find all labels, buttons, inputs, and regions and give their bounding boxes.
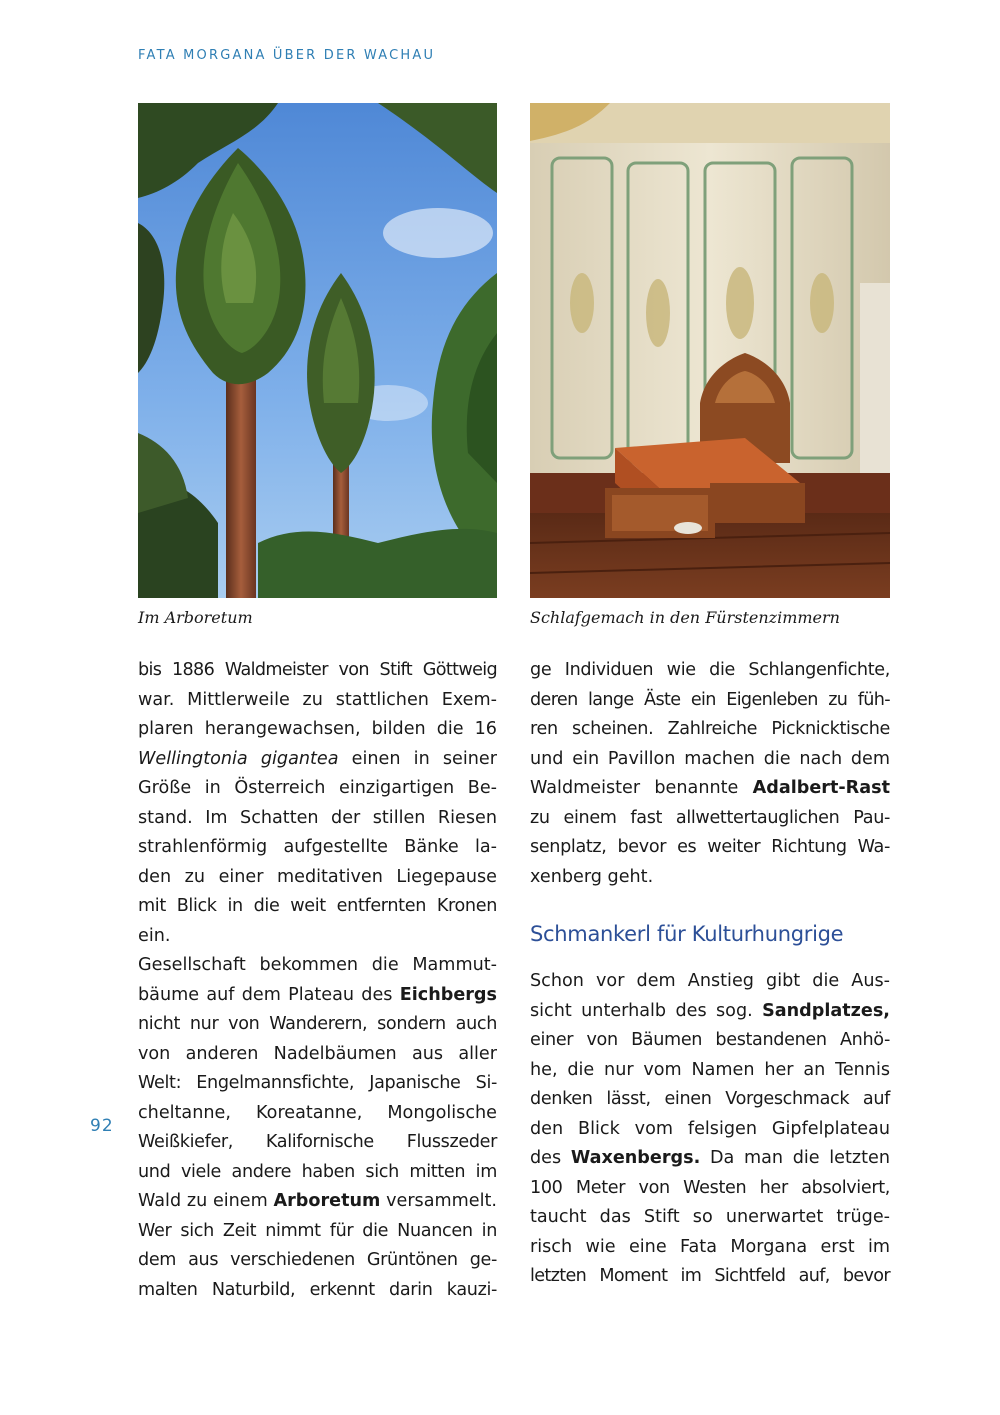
text-line: Gesellschaft bekommen die Mammut- <box>138 955 497 975</box>
arboretum-photo <box>138 103 497 598</box>
text-segment: versammelt. <box>380 1191 497 1211</box>
text-line: taucht das Stift so unerwartet trüge- <box>530 1207 890 1227</box>
text-line: bis 1886 Waldmeister von Stift Göttweig <box>138 660 497 680</box>
text-line: ge Individuen wie die Schlangenfichte, <box>530 660 890 680</box>
species-name: Wellingtonia gigantea <box>138 748 339 769</box>
text-line: und viele andere haben sich mitten im <box>138 1161 497 1182</box>
body-text-right-column <box>530 656 890 892</box>
text-line: einer von Bäumen bestandenen Anhö- <box>530 1030 890 1050</box>
text-line: senplatz, bevor es weiter Richtung Wa- <box>530 837 890 857</box>
text-line <box>530 774 890 804</box>
text-segment: einen in seiner <box>338 748 497 769</box>
text-line: Welt: Engelmannsfichte, Japanische Si- <box>138 1073 497 1093</box>
text-segment: Wald zu einem <box>138 1191 274 1211</box>
text-line: risch wie eine Fata Morgana erst im <box>530 1236 890 1257</box>
text-line: und ein Pavillon machen die nach dem <box>530 748 890 769</box>
section-heading: Schmankerl für Kulturhungrige <box>530 922 844 946</box>
caption-right: Schlafgemach in den Fürstenzimmern <box>530 608 840 627</box>
text-line: letzten Moment im Sichtfeld auf, bevor <box>530 1266 890 1286</box>
place-name: Sandplatzes, <box>762 1000 890 1021</box>
running-head: FATA MORGANA ÜBER DER WACHAU <box>138 48 436 63</box>
text-line: Weißkiefer, Kalifornische Flusszeder <box>138 1132 497 1152</box>
text-line: von anderen Nadelbäumen aus aller <box>138 1043 497 1064</box>
body-text-left-column <box>138 656 497 1305</box>
body-text-right-column-section <box>530 967 890 1292</box>
text-line: stand. Im Schatten der stillen Riesen <box>138 807 497 828</box>
text-line: Größe in Österreich einzigartigen Be- <box>138 778 497 798</box>
text-line: dem aus verschiedenen Grüntönen ge- <box>138 1250 497 1270</box>
text-line <box>138 1187 497 1217</box>
place-name: Waxenbergs. <box>570 1148 701 1168</box>
text-line: plaren herangewachsen, bilden die 16 <box>138 719 497 739</box>
text-line: Schon vor dem Anstieg gibt die Aus- <box>530 971 890 991</box>
text-line <box>138 981 497 1011</box>
text-line: Wer sich Zeit nimmt für die Nuancen in <box>138 1220 497 1241</box>
text-line: zu einem fast allwettertauglichen Pau- <box>530 807 890 828</box>
text-line: den zu einer meditativen Liegepause <box>138 866 497 887</box>
text-line <box>138 745 497 775</box>
text-line: 100 Meter von Westen her absolviert, <box>530 1177 890 1198</box>
text-segment: Da man die letzten <box>700 1148 890 1168</box>
text-line: mit Blick in die weit entfernten Kronen <box>138 896 497 916</box>
text-segment: bäume auf dem Plateau des <box>138 984 400 1005</box>
text-line <box>530 1144 890 1174</box>
text-line: war. Mittlerweile zu stattlichen Exem- <box>138 689 497 710</box>
place-name: Arboretum <box>273 1191 381 1211</box>
text-line: strahlenförmig aufgestellte Bänke la- <box>138 837 497 857</box>
text-line: malten Naturbild, erkennt darin kauzi- <box>138 1279 497 1300</box>
text-segment: sicht unterhalb des sog. <box>530 1000 763 1021</box>
text-segment: Waldmeister benannte <box>530 778 753 798</box>
text-line: he, die nur vom Namen her an Tennis <box>530 1059 890 1080</box>
text-line <box>530 997 890 1027</box>
text-line: ren scheinen. Zahlreiche Picknicktische <box>530 719 890 739</box>
page-number: 92 <box>90 1116 114 1136</box>
text-line: cheltanne, Koreatanne, Mongolische <box>138 1102 497 1123</box>
text-line: ein. <box>138 925 171 946</box>
text-line: nicht nur von Wanderern, sondern auch <box>138 1014 497 1034</box>
bedroom-photo <box>530 103 890 598</box>
text-line: den Blick vom felsigen Gipfelplateau <box>530 1118 890 1139</box>
text-segment: des <box>530 1148 571 1168</box>
place-name: Adalbert-Rast <box>752 778 890 798</box>
place-name: Eichbergs <box>399 984 497 1005</box>
caption-left: Im Arboretum <box>138 608 253 627</box>
text-line: denken lässt, einen Vorgeschmack auf <box>530 1089 890 1109</box>
text-line: deren lange Äste ein Eigenleben zu füh- <box>530 689 890 710</box>
text-line: xenberg geht. <box>530 866 654 887</box>
